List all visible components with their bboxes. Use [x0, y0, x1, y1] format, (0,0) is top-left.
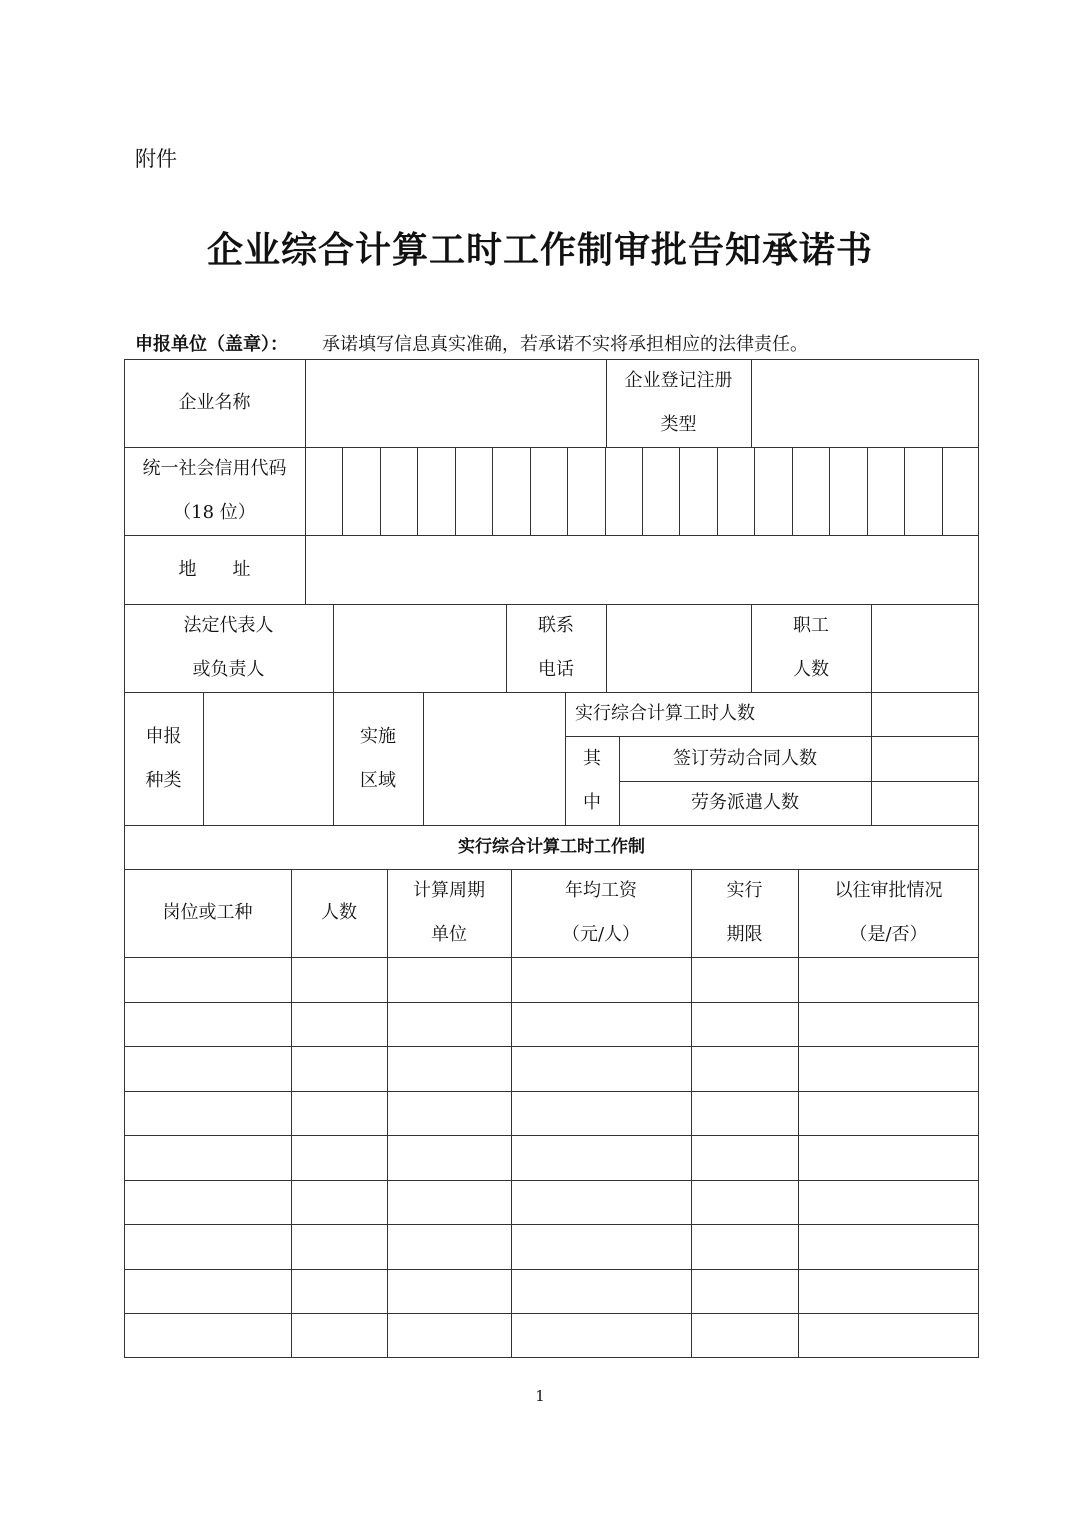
- area-field[interactable]: [423, 692, 565, 825]
- staff-count-field[interactable]: [871, 604, 979, 692]
- reg-type-field[interactable]: [751, 359, 979, 447]
- phone-label: [506, 604, 606, 692]
- detail-table-cell[interactable]: [124, 1091, 291, 1136]
- detail-table-cell[interactable]: [511, 1091, 691, 1136]
- credit-code-digit-box[interactable]: [417, 447, 454, 535]
- address-label: [124, 535, 305, 604]
- detail-header-2: [291, 869, 387, 957]
- detail-table-cell[interactable]: [124, 957, 291, 1002]
- staff-count-label-line1: 职工: [793, 615, 829, 636]
- detail-table-cell[interactable]: [798, 1091, 979, 1136]
- contract-count-label: [619, 736, 871, 781]
- detail-table-cell[interactable]: [798, 1313, 979, 1358]
- legal-rep-label-line2: 或负责人: [192, 659, 265, 680]
- detail-table-cell[interactable]: [387, 1313, 511, 1358]
- apply-type-label-line1: 申报: [145, 725, 182, 747]
- detail-header-4: [511, 869, 691, 957]
- reg-type-label: [606, 359, 751, 447]
- credit-code-label-line2: （18 位）: [173, 502, 256, 523]
- section-title-text: 实行综合计算工时工作制: [458, 837, 645, 857]
- detail-table-cell[interactable]: [291, 957, 387, 1002]
- detail-table-cell[interactable]: [291, 1091, 387, 1136]
- detail-table-cell[interactable]: [511, 1002, 691, 1047]
- credit-code-digit-box[interactable]: [717, 447, 754, 535]
- detail-header-line2: （是/否）: [849, 924, 928, 945]
- credit-code-digit-box[interactable]: [455, 447, 492, 535]
- company-name-field[interactable]: [305, 359, 606, 447]
- comp-hours-count-label-text: 实行综合计算工时人数: [575, 703, 755, 724]
- apply-type-label-line2: 种类: [145, 769, 182, 791]
- detail-table-cell[interactable]: [124, 1046, 291, 1091]
- detail-table-cell[interactable]: [691, 1269, 798, 1314]
- detail-table-cell[interactable]: [511, 1046, 691, 1091]
- detail-table-cell[interactable]: [387, 1091, 511, 1136]
- credit-code-digit-box[interactable]: [342, 447, 379, 535]
- credit-code-label: [124, 447, 305, 535]
- detail-table-cell[interactable]: [691, 1135, 798, 1180]
- credit-code-digit-box[interactable]: [567, 447, 604, 535]
- credit-code-digit-box[interactable]: [867, 447, 904, 535]
- detail-header-line1: 实行: [726, 880, 763, 901]
- detail-table-cell[interactable]: [511, 1135, 691, 1180]
- detail-header-line2: 期限: [726, 924, 763, 945]
- of-which-label-line2: 中: [583, 791, 601, 813]
- detail-table-cell[interactable]: [691, 1224, 798, 1269]
- detail-header-line2: 单位: [431, 924, 467, 945]
- credit-code-digit-box[interactable]: [305, 447, 342, 535]
- detail-table-cell[interactable]: [387, 1269, 511, 1314]
- section-title: [124, 825, 979, 869]
- detail-table-cell[interactable]: [511, 1224, 691, 1269]
- legal-rep-label-line1: 法定代表人: [183, 615, 274, 636]
- detail-table-cell[interactable]: [387, 1224, 511, 1269]
- detail-table-cell[interactable]: [124, 1313, 291, 1358]
- detail-table-cell[interactable]: [291, 1135, 387, 1180]
- contract-count-field[interactable]: [871, 736, 979, 781]
- detail-table-cell[interactable]: [511, 957, 691, 1002]
- dispatch-count-label: [619, 781, 871, 825]
- credit-code-digit-box[interactable]: [679, 447, 716, 535]
- detail-table-cell[interactable]: [511, 1180, 691, 1225]
- detail-table-cell[interactable]: [291, 1313, 387, 1358]
- detail-table-cell[interactable]: [124, 1180, 291, 1225]
- detail-table-cell[interactable]: [511, 1269, 691, 1314]
- apply-type-field[interactable]: [203, 692, 333, 825]
- detail-table-cell[interactable]: [798, 1224, 979, 1269]
- commitment-text: 承诺填写信息真实准确，若承诺不实将承担相应的法律责任。: [322, 334, 808, 355]
- credit-code-digit-box[interactable]: [754, 447, 791, 535]
- reg-type-label-line1: 企业登记注册: [624, 370, 733, 391]
- detail-table-cell[interactable]: [124, 1002, 291, 1047]
- of-which-label-line1: 其: [583, 747, 601, 769]
- detail-header-line1: 岗位或工种: [162, 902, 253, 923]
- detail-header-3: [387, 869, 511, 957]
- applicant-unit-label: 申报单位（盖章）：: [135, 334, 288, 355]
- credit-code-digit-box[interactable]: [792, 447, 829, 535]
- detail-table-cell[interactable]: [691, 957, 798, 1002]
- area-label-line1: 实施: [360, 725, 396, 747]
- credit-code-digit-box[interactable]: [829, 447, 866, 535]
- credit-code-label-line1: 统一社会信用代码: [142, 458, 287, 479]
- credit-code-digit-box[interactable]: [530, 447, 567, 535]
- detail-table-cell[interactable]: [691, 1313, 798, 1358]
- staff-count-label: [751, 604, 871, 692]
- phone-label-line1: 联系: [538, 615, 574, 636]
- detail-header-line1: 计算周期: [413, 880, 485, 901]
- comp-hours-count-label: [565, 692, 871, 736]
- detail-table-cell[interactable]: [291, 1224, 387, 1269]
- detail-header-line2: （元/人）: [561, 924, 641, 945]
- detail-table-cell[interactable]: [291, 1269, 387, 1314]
- company-name-label-text: 企业名称: [178, 392, 251, 413]
- detail-table-cell[interactable]: [798, 1135, 979, 1180]
- detail-table-cell[interactable]: [511, 1313, 691, 1358]
- page-number: 1: [535, 1387, 545, 1405]
- detail-table-cell[interactable]: [691, 1046, 798, 1091]
- detail-table-cell[interactable]: [387, 1135, 511, 1180]
- detail-table-cell[interactable]: [387, 1180, 511, 1225]
- detail-header-line1: 以往审批情况: [834, 880, 943, 901]
- detail-table-cell[interactable]: [798, 1269, 979, 1314]
- detail-table-cell[interactable]: [387, 1046, 511, 1091]
- credit-code-digit-box[interactable]: [642, 447, 679, 535]
- document-title: 企业综合计算工时工作制审批告知承诺书: [206, 229, 873, 271]
- contract-count-label-text: 签订劳动合同人数: [673, 747, 817, 769]
- detail-table-cell[interactable]: [124, 1224, 291, 1269]
- staff-count-label-line2: 人数: [793, 659, 829, 680]
- credit-code-digit-box[interactable]: [904, 447, 941, 535]
- detail-table-cell[interactable]: [798, 1180, 979, 1225]
- detail-header-1: [124, 869, 291, 957]
- credit-code-digit-box[interactable]: [605, 447, 642, 535]
- legal-rep-field[interactable]: [333, 604, 506, 692]
- detail-header-6: [798, 869, 979, 957]
- address-field[interactable]: [305, 535, 979, 604]
- phone-field[interactable]: [606, 604, 751, 692]
- detail-table-cell[interactable]: [691, 1002, 798, 1047]
- phone-label-line2: 电话: [538, 659, 574, 680]
- detail-table-cell[interactable]: [691, 1091, 798, 1136]
- detail-table-cell[interactable]: [291, 1046, 387, 1091]
- detail-table-cell[interactable]: [124, 1269, 291, 1314]
- detail-table-cell[interactable]: [691, 1180, 798, 1225]
- detail-header-line1: 年均工资: [565, 880, 637, 901]
- area-label: [333, 692, 423, 825]
- detail-header-5: [691, 869, 798, 957]
- credit-code-digit-box[interactable]: [380, 447, 417, 535]
- area-label-line2: 区域: [360, 769, 396, 791]
- detail-header-line1: 人数: [321, 902, 357, 923]
- detail-table-cell[interactable]: [387, 1002, 511, 1047]
- credit-code-digit-box[interactable]: [492, 447, 529, 535]
- dispatch-count-label-text: 劳务派遣人数: [691, 792, 799, 813]
- credit-code-digit-box[interactable]: [942, 447, 979, 535]
- reg-type-label-line2: 类型: [660, 414, 697, 435]
- attachment-label: 附件: [135, 147, 177, 171]
- detail-table-cell[interactable]: [798, 1002, 979, 1047]
- company-name-label: [124, 359, 305, 447]
- detail-table-cell[interactable]: [798, 957, 979, 1002]
- approval-form-table: [124, 359, 979, 1358]
- address-label-text: 地 址: [178, 558, 251, 580]
- detail-table-cell[interactable]: [387, 957, 511, 1002]
- detail-table-cell[interactable]: [124, 1135, 291, 1180]
- detail-table-cell[interactable]: [291, 1180, 387, 1225]
- of-which-label: [565, 736, 619, 825]
- legal-rep-label: [124, 604, 333, 692]
- comp-hours-count-field[interactable]: [871, 692, 979, 736]
- declaration-line: [135, 330, 808, 356]
- detail-table-cell[interactable]: [798, 1046, 979, 1091]
- apply-type-label: [124, 692, 203, 825]
- detail-table-cell[interactable]: [291, 1002, 387, 1047]
- dispatch-count-field[interactable]: [871, 781, 979, 825]
